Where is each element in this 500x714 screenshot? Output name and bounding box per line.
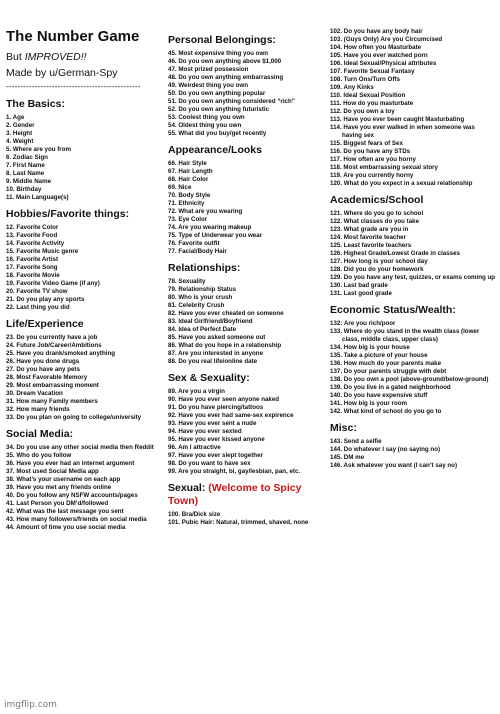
list-item: 31. How many Family members — [6, 398, 98, 405]
list-item: 139. Do you live in a gated neighborhood — [330, 384, 451, 391]
list-item: 133. Where do you stand in the wealth class (lower class, middle class, upper class) — [330, 328, 480, 343]
list-item: 43. How many followers/friends on social media — [6, 516, 147, 523]
item-list — [168, 388, 328, 476]
list-item: 115. Biggest fears of Sex — [330, 140, 403, 147]
section-sexual — [168, 482, 328, 527]
list-item: 23. Do you currently have a job — [6, 334, 98, 341]
list-item: 101. Pubic Hair: Natural, trimmed, shaved, none — [168, 519, 309, 526]
list-item: 97. Have you ever slept together — [168, 452, 263, 459]
list-item: 121. Where do you go to school — [330, 210, 424, 217]
subtitle: But IMPROVED!! — [6, 51, 87, 63]
column-left — [6, 28, 164, 535]
list-item: 5. Where are you from — [6, 146, 71, 153]
list-item: 95. Have you ever kissed anyone — [168, 436, 265, 443]
list-item: 42. What was the last message you sent — [6, 508, 124, 515]
item-list — [330, 438, 496, 470]
list-item: 143. Send a selfie — [330, 438, 382, 445]
item-list — [6, 114, 164, 202]
list-item: 113. Have you ever been caught Masturbating — [330, 116, 465, 123]
list-item: 47. Most prized possession — [168, 66, 249, 73]
section-heading: Academics/School — [330, 194, 424, 206]
list-item: 98. Do you want to have sex — [168, 460, 251, 467]
section-appearance — [168, 144, 328, 256]
list-item: 6. Zodiac Sign — [6, 154, 48, 161]
list-item: 84. Idea of Perfect Date — [168, 326, 237, 333]
section-hobbies — [6, 208, 164, 312]
imgflip-watermark: imgflip.com — [4, 700, 57, 710]
list-item: 141. How big is your room — [330, 400, 408, 407]
section-heading: Personal Belongings: — [168, 34, 276, 46]
list-item: 40. Do you follow any NSFW accounts/pages — [6, 492, 138, 499]
spicy-town-label: (Welcome to Spicy Town) — [168, 482, 302, 507]
list-item: 28. Most Favorable Memory — [6, 374, 88, 381]
list-item: 1. Age — [6, 114, 25, 121]
list-item: 2. Gender — [6, 122, 35, 129]
list-item: 109. Any Kinks — [330, 84, 374, 91]
section-misc — [330, 422, 496, 470]
list-item: 134. How big is your house — [330, 344, 410, 351]
list-item: 12. Favorite Color — [6, 224, 59, 231]
list-item: 131. Last good grade — [330, 290, 392, 297]
section-heading: The Basics: — [6, 98, 65, 110]
divider: ----------------------------------------------- — [6, 82, 141, 91]
section-academics — [330, 194, 496, 298]
item-list — [168, 511, 328, 527]
list-item: 91. Do you have piercing/tattoos — [168, 404, 264, 411]
list-item: 73. Eye Color — [168, 216, 208, 223]
list-item: 14. Favorite Activity — [6, 240, 65, 247]
section-heading: Social Media: — [6, 428, 74, 440]
list-item: 90. Have you ever seen anyone naked — [168, 396, 280, 403]
list-item: 33. Do you plan on going to college/university — [6, 414, 142, 421]
list-item: 38. What’s your username on each app — [6, 476, 121, 483]
list-item: 105. Have you ever watched porn — [330, 52, 428, 59]
list-item: 106. Ideal Sexual/Physical attributes — [330, 60, 437, 67]
section-sex — [168, 372, 328, 476]
list-item: 137. Do your parents struggle with debt — [330, 368, 447, 375]
list-item: 112. Do you own a toy — [330, 108, 395, 115]
list-item: 9. Middle Name — [6, 178, 52, 185]
section-economic — [330, 304, 496, 416]
list-item: 114. Have you ever walked in when someone was having sex — [330, 124, 475, 139]
list-item: 99. Are you straight, bi, gay/lesbian, pan, etc. — [168, 468, 301, 475]
list-item: 145. DM me — [330, 454, 365, 461]
list-item: 94. Have you ever sexted — [168, 428, 242, 435]
list-item: 108. Turn Ons/Turn Offs — [330, 76, 400, 83]
list-item: 18. Favorite Movie — [6, 272, 60, 279]
list-item: 46. Do you own anything above $1,000 — [168, 58, 282, 65]
item-list — [168, 160, 328, 256]
section-heading: Appearance/Looks — [168, 144, 262, 156]
list-item: 138. Do you own a pool (above-ground/below-ground) — [330, 376, 489, 383]
list-item: 29. Most embarrassing moment — [6, 382, 99, 389]
list-item: 67. Hair Length — [168, 168, 213, 175]
section-social — [6, 428, 164, 532]
list-item: 4. Weight — [6, 138, 34, 145]
item-list — [6, 444, 164, 532]
list-item: 125. Least favorite teachers — [330, 242, 412, 249]
list-item: 55. What did you buy/get recently — [168, 130, 267, 137]
author-line: Made by u/German-Spy — [6, 67, 118, 79]
list-item: 27. Do you have any pets — [6, 366, 80, 373]
list-item: 25. Have you drank/smoked anything — [6, 350, 116, 357]
list-item: 78. Sexuality — [168, 278, 206, 285]
list-item: 87. Are you interested in anyone — [168, 350, 264, 357]
list-item: 15. Favorite Music genre — [6, 248, 79, 255]
list-item: 66. Hair Style — [168, 160, 207, 167]
list-item: 11. Main Language(s) — [6, 194, 69, 201]
list-item: 52. Do you own anything futuristic — [168, 106, 270, 113]
list-item: 86. What do you hope in a relationship — [168, 342, 282, 349]
list-item: 120. What do you expect in a sexual relationship — [330, 180, 473, 187]
list-item: 76. Favorite outfit — [168, 240, 220, 247]
list-item: 92. Have you ever had same-sex expirence — [168, 412, 294, 419]
list-item: 85. Have you asked someone out — [168, 334, 266, 341]
list-item: 122. What classes do you take — [330, 218, 420, 225]
list-item: 123. What grade are you in — [330, 226, 409, 233]
list-item: 26. Have you done drugs — [6, 358, 80, 365]
item-list — [6, 334, 164, 422]
section-belongings — [168, 34, 328, 138]
section-relationships — [168, 262, 328, 366]
list-item: 88. Do you real life/online date — [168, 358, 258, 365]
list-item: 140. Do you have expensive stuff — [330, 392, 428, 399]
list-item: 37. Most used Social Media app — [6, 468, 99, 475]
list-item: 34. Do you use any other social media then Reddit — [6, 444, 154, 451]
list-item: 68. Hair Color — [168, 176, 209, 183]
list-item: 119. Are you currently horny — [330, 172, 414, 179]
page-title: The Number Game — [6, 28, 140, 45]
section-sexual-continued — [330, 28, 496, 188]
list-item: 127. How long is your school day — [330, 258, 428, 265]
column-right — [330, 28, 496, 473]
list-item: 130. Last bad grade — [330, 282, 388, 289]
list-item: 142. What kind of school do you go to — [330, 408, 442, 415]
item-list — [330, 28, 496, 188]
list-item: 146. Ask whatever you want (I can’t say no) — [330, 462, 458, 469]
list-item: 75. Type of Underwear you wear — [168, 232, 263, 239]
list-item: 41. Last Person you DM’d/followed — [6, 500, 109, 507]
list-item: 100. Bra/Dick size — [168, 511, 221, 518]
list-item: 35. Who do you follow — [6, 452, 72, 459]
list-item: 107. Favorite Sexual Fantasy — [330, 68, 415, 75]
list-item: 118. Most embarrassing sexual story — [330, 164, 438, 171]
list-item: 53. Coolest thing you own — [168, 114, 245, 121]
column-middle — [168, 28, 328, 530]
list-item: 81. Celebrity Crush — [168, 302, 225, 309]
section-heading: Relationships: — [168, 262, 241, 274]
list-item: 132: Are you rich/poor — [330, 320, 396, 327]
list-item: 19. Favorite Video Game (if any) — [6, 280, 100, 287]
list-item: 3. Height — [6, 130, 33, 137]
list-item: 80. Who is your crush — [168, 294, 233, 301]
list-item: 54. Oldest thing you own — [168, 122, 242, 129]
list-item: 39. Have you met any friends online — [6, 484, 112, 491]
list-item: 49. Weirdest thing you own — [168, 82, 248, 89]
section-heading: Sex & Sexuality: — [168, 372, 250, 384]
list-item: 102. Do you have any body hair — [330, 28, 423, 35]
list-item: 79. Relationship Status — [168, 286, 237, 293]
section-heading: Life/Experience — [6, 318, 84, 330]
list-item: 124. Most favorite teacher — [330, 234, 406, 241]
list-item: 7. First Name — [6, 162, 45, 169]
list-item: 30. Dream Vacation — [6, 390, 63, 397]
list-item: 116. Do you have any STDs — [330, 148, 411, 155]
list-item: 17. Favorite Song — [6, 264, 58, 271]
list-item: 69. Nice — [168, 184, 192, 191]
section-heading: Sexual: (Welcome to Spicy Town) — [168, 482, 302, 507]
list-item: 77. Facial/Body Hair — [168, 248, 227, 255]
list-item: 82. Have you ever cheated on someone — [168, 310, 284, 317]
list-item: 89. Are you a virgin — [168, 388, 225, 395]
list-item: 32. How many friends — [6, 406, 70, 413]
list-item: 51. Do you own anything considered “rich” — [168, 98, 295, 105]
list-item: 72. What are you wearing — [168, 208, 243, 215]
list-item: 22. Last thing you did — [6, 304, 70, 311]
list-item: 44. Amount of time you use social media — [6, 524, 126, 531]
list-item: 93. Have you ever sent a nude — [168, 420, 257, 427]
item-list — [330, 320, 496, 416]
list-item: 20. Favorite TV show — [6, 288, 68, 295]
list-item: 135. Take a picture of your house — [330, 352, 428, 359]
section-basics — [6, 98, 164, 202]
item-list — [168, 278, 328, 366]
item-list — [330, 210, 496, 298]
list-item: 104. How often you Masturbate — [330, 44, 422, 51]
list-item: 136. How much do your parents make — [330, 360, 442, 367]
list-item: 117. How often are you horny — [330, 156, 416, 163]
list-item: 50. Do you own anything popular — [168, 90, 266, 97]
list-item: 13. Favorite Food — [6, 232, 58, 239]
list-item: 45. Most expensive thing you own — [168, 50, 269, 57]
list-item: 16. Favorite Artist — [6, 256, 59, 263]
list-item: 74. Are you wearing makeup — [168, 224, 252, 231]
list-item: 10. Birthday — [6, 186, 42, 193]
section-heading: Economic Status/Wealth: — [330, 304, 456, 316]
list-item: 126. Highest Grade/Lowest Grade in classes — [330, 250, 460, 257]
list-item: 110. Ideal Sexual Position — [330, 92, 406, 99]
list-item: 24. Future Job/Career/Ambitions — [6, 342, 102, 349]
section-heading: Misc: — [330, 422, 357, 434]
item-list — [168, 50, 328, 138]
list-item: 48. Do you own anything embarrassing — [168, 74, 284, 81]
list-item: 129. Do you have any test, quizzes, or exams coming up — [330, 274, 496, 281]
list-item: 111. How do you masturbate — [330, 100, 414, 107]
list-item: 103. (Guys Only) Are you Circumcised — [330, 36, 443, 43]
section-heading: Hobbies/Favorite things: — [6, 208, 130, 220]
list-item: 71. Ethnicity — [168, 200, 205, 207]
list-item: 144. Do whatever I say (no saying no) — [330, 446, 441, 453]
item-list — [6, 224, 164, 312]
list-item: 8. Last Name — [6, 170, 45, 177]
list-item: 96. Am I attractive — [168, 444, 221, 451]
list-item: 83. Ideal Girlfriend/Boyfriend — [168, 318, 253, 325]
list-item: 128. Did you do your homework — [330, 266, 424, 273]
list-item: 36. Have you ever had an internet argument — [6, 460, 135, 467]
list-item: 21. Do you play any sports — [6, 296, 85, 303]
list-item: 70. Body Style — [168, 192, 211, 199]
section-life — [6, 318, 164, 422]
